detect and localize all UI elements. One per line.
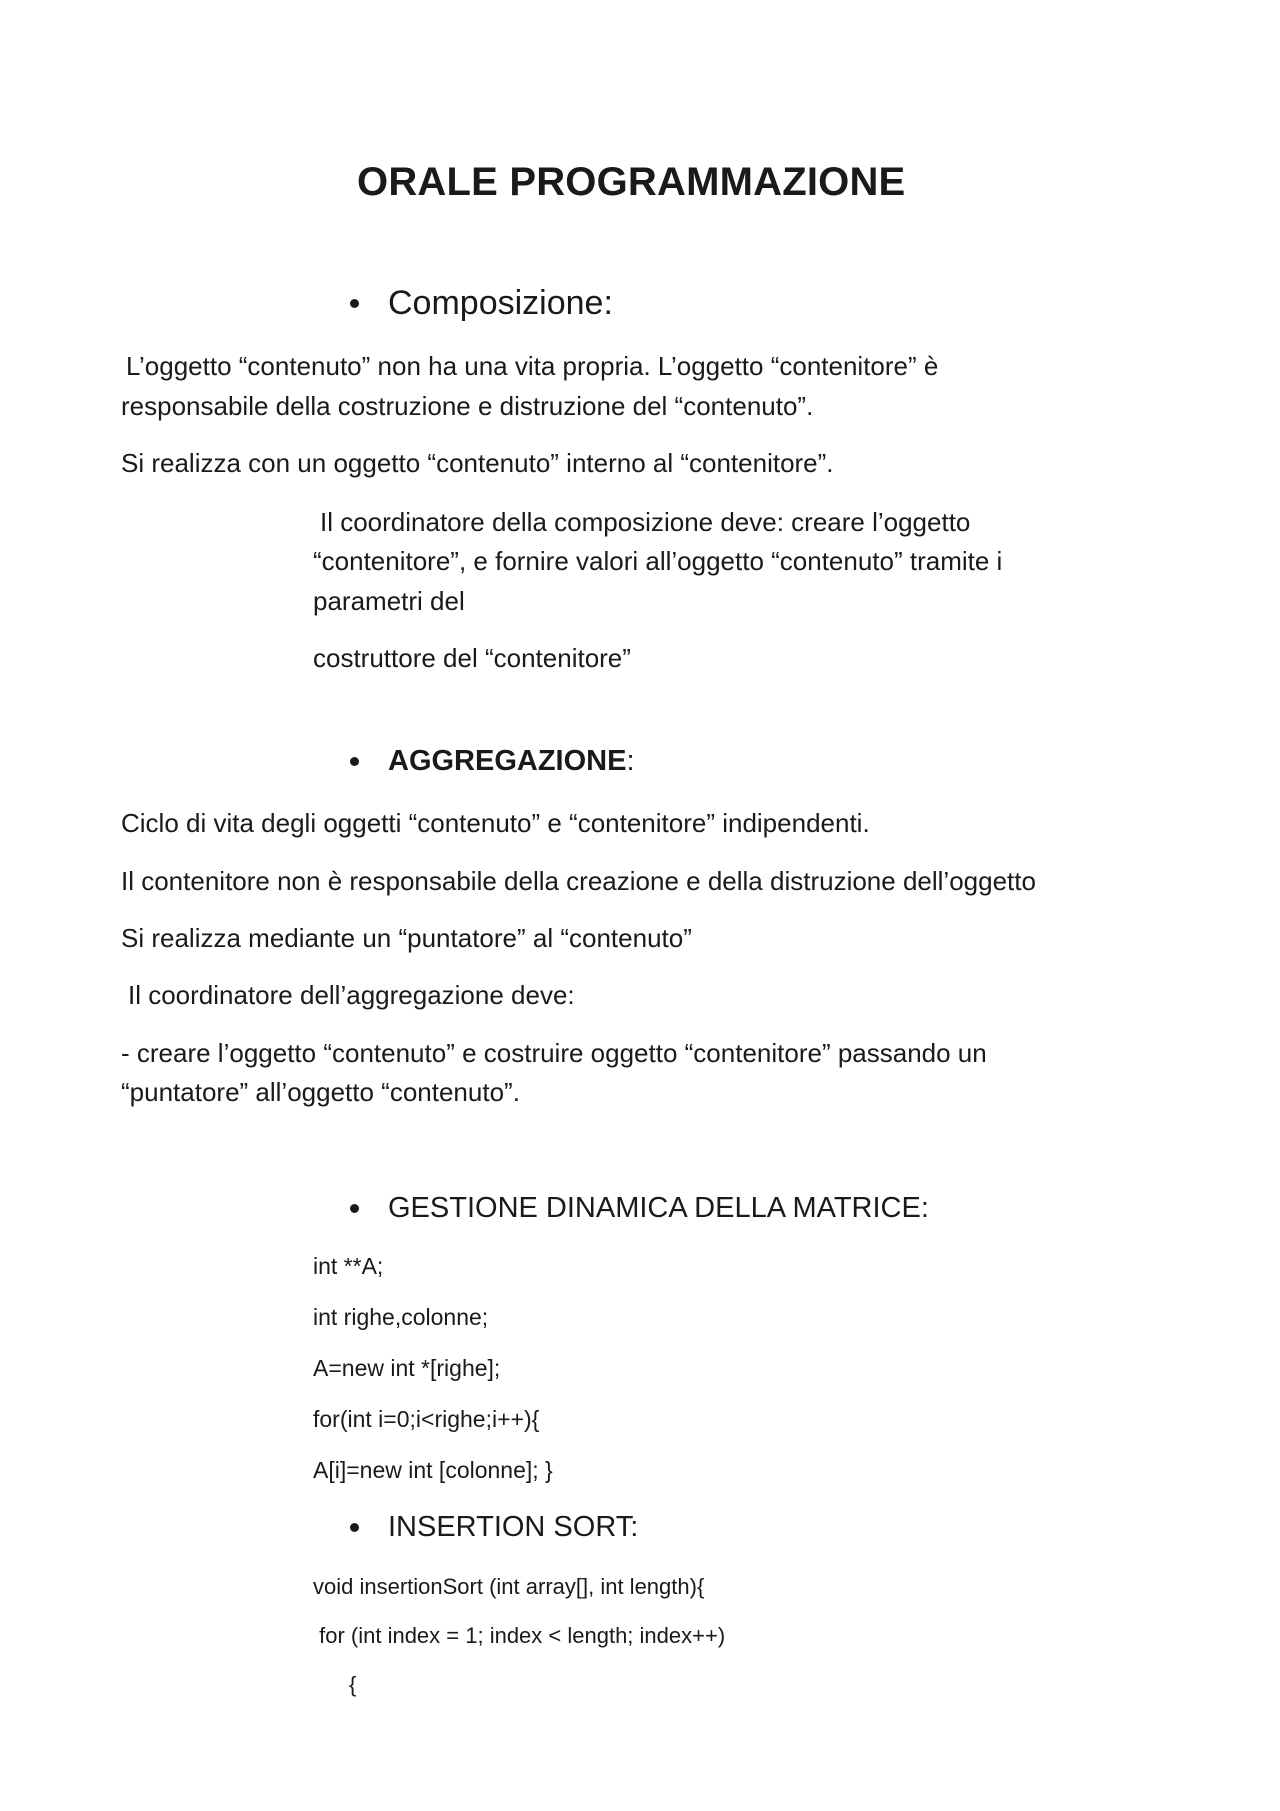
bullet-matrice (350, 1192, 929, 1225)
paragraph: responsabile della costruzione e distruzione del “contenuto”. (121, 391, 814, 421)
section-heading-matrice: GESTIONE DINAMICA DELLA MATRICE: (388, 1192, 929, 1224)
bullet-icon (350, 1523, 359, 1532)
bullet-icon (350, 1204, 359, 1213)
heading-colon: : (626, 745, 635, 777)
page-title: ORALE PROGRAMMAZIONE (357, 160, 906, 204)
code-line: int righe,colonne; (313, 1304, 489, 1330)
paragraph: Il coordinatore della composizione deve: creare l’oggetto (320, 507, 971, 537)
paragraph: Il contenitore non è responsabile della creazione e della distruzione dell’oggetto (121, 866, 1036, 896)
paragraph: Il coordinatore dell’aggregazione deve: (128, 980, 575, 1010)
paragraph: L’oggetto “contenuto” non ha una vita propria. L’oggetto “contenitore” è (126, 351, 939, 381)
section-heading-aggregazione (388, 745, 635, 778)
code-line: int **A; (313, 1253, 384, 1279)
bullet-composizione (350, 284, 613, 323)
code-line: for (int index = 1; index < length; index++) (313, 1623, 726, 1648)
paragraph: costruttore del “contenitore” (313, 643, 631, 673)
bullet-icon (350, 757, 359, 766)
code-line: A[i]=new int [colonne]; } (313, 1457, 553, 1483)
section-heading-insertion-sort: INSERTION SORT: (388, 1511, 639, 1543)
bullet-insertion-sort (350, 1511, 638, 1544)
paragraph: Ciclo di vita degli oggetti “contenuto” e “contenitore” indipendenti. (121, 808, 870, 838)
paragraph: Si realizza mediante un “puntatore” al “contenuto” (121, 923, 692, 953)
paragraph: - creare l’oggetto “contenuto” e costruire oggetto “contenitore” passando un (121, 1038, 987, 1068)
code-line: { (349, 1672, 357, 1697)
code-line: void insertionSort (int array[], int length){ (313, 1574, 705, 1599)
bullet-icon (350, 299, 359, 308)
bullet-aggregazione (350, 745, 635, 778)
paragraph: Si realizza con un oggetto “contenuto” interno al “contenitore”. (121, 448, 834, 478)
paragraph: “puntatore” all’oggetto “contenuto”. (121, 1077, 520, 1107)
paragraph: “contenitore”, e fornire valori all’oggetto “contenuto” tramite i (313, 546, 1003, 576)
section-heading-composizione: Composizione: (388, 284, 613, 322)
heading-text: AGGREGAZIONE (388, 745, 627, 777)
paragraph: parametri del (313, 586, 465, 616)
code-line: A=new int *[righe]; (313, 1355, 501, 1381)
code-line: for(int i=0;i<righe;i++){ (313, 1406, 540, 1432)
